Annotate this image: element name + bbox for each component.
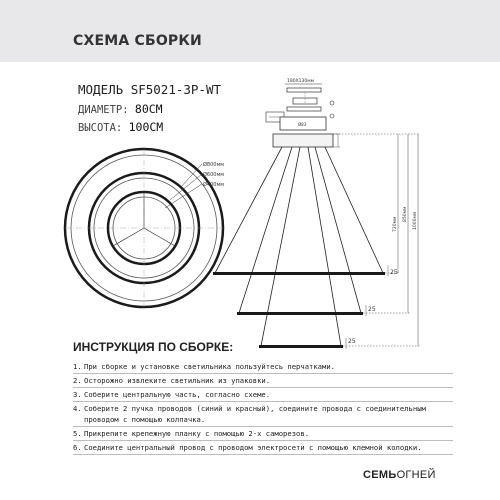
dim-leader — [165, 184, 202, 208]
brand-part-1: СЕМЬ — [363, 469, 397, 481]
top-view — [65, 149, 224, 307]
ring-bar-large — [213, 272, 385, 275]
height-label-720: 720мм — [393, 216, 398, 232]
model-label: МОДЕЛЬ — [78, 82, 124, 97]
ring-bar-medium — [237, 312, 363, 315]
height-label-1000: 1000мм — [413, 211, 418, 230]
suspension-cables — [215, 147, 383, 346]
mount-plate — [287, 88, 321, 92]
instruction-number: 6. — [73, 443, 82, 452]
canopy-base — [273, 134, 333, 147]
diameter-value: 80СМ — [134, 102, 163, 116]
ring-bar-small — [259, 345, 343, 348]
canopy-dim-label: 180Х130мм — [287, 79, 315, 84]
spoke — [113, 228, 144, 246]
screw-icon — [330, 114, 334, 118]
instruction-number: 3. — [73, 390, 82, 399]
instruction-number: 1. — [73, 362, 82, 371]
cable — [261, 147, 300, 346]
ring-label-outer: Ø800мм — [203, 162, 225, 168]
instruction-number: 5. — [73, 429, 82, 438]
instruction-item — [73, 427, 453, 441]
height-label: ВЫСОТА: — [78, 122, 123, 134]
model-value: SF5021-3P-WT — [130, 82, 221, 97]
instruction-text: Прикрепите крепежную планку с помощью 2-х саморезов. — [84, 429, 310, 438]
diameter-label: ДИАМЕТР: — [78, 104, 129, 116]
ring-label-middle: Ø600мм — [203, 172, 225, 178]
ring-height-label-medium: 25 — [368, 306, 376, 313]
instruction-text: Соберите центральную часть, согласно схеме. — [84, 390, 271, 399]
instructions-list — [73, 360, 453, 455]
cable — [308, 147, 341, 346]
instruction-text: При сборке и установке светильника пользуйтесь перчатками. — [84, 362, 335, 371]
screw-icon — [330, 101, 334, 105]
spoke — [144, 228, 175, 246]
instruction-number: 2. — [73, 376, 82, 385]
ring-height-label-large: 25 — [390, 269, 398, 276]
cable — [325, 147, 383, 273]
page-title: СХЕМА СБОРКИ — [73, 33, 202, 49]
instruction-item — [73, 360, 453, 374]
instruction-text: Соедините центральный провод с проводом электросети с помощью клемной колодки. — [84, 443, 422, 452]
ring-height-label-small: 25 — [348, 338, 356, 345]
dim-leader — [180, 164, 202, 188]
instruction-item — [73, 374, 453, 388]
instruction-text: Осторожно извлеките светильник из упаковки. — [84, 376, 271, 385]
instruction-item — [73, 441, 453, 455]
canopy-diam-label: Ø83 — [298, 122, 307, 127]
instruction-item — [73, 402, 453, 427]
instruction-text: Соберите 2 пучка проводов (синий и красный), соедините провода с соединительным проводом с помощью колпачка. — [84, 404, 426, 424]
brand-part-2: ОГНЕЙ — [396, 469, 436, 481]
height-label-850: 850мм — [403, 206, 408, 222]
height-value: 100СМ — [128, 120, 164, 134]
canopy-cap — [287, 107, 321, 111]
canopy — [266, 78, 340, 147]
instructions-title: ИНСТРУКЦИЯ ПО СБОРКЕ: — [73, 340, 234, 354]
instruction-number: 4. — [73, 404, 82, 413]
brand-logo — [363, 469, 436, 481]
ring-label-inner: Ø400мм — [203, 182, 225, 188]
instruction-item — [73, 388, 453, 402]
